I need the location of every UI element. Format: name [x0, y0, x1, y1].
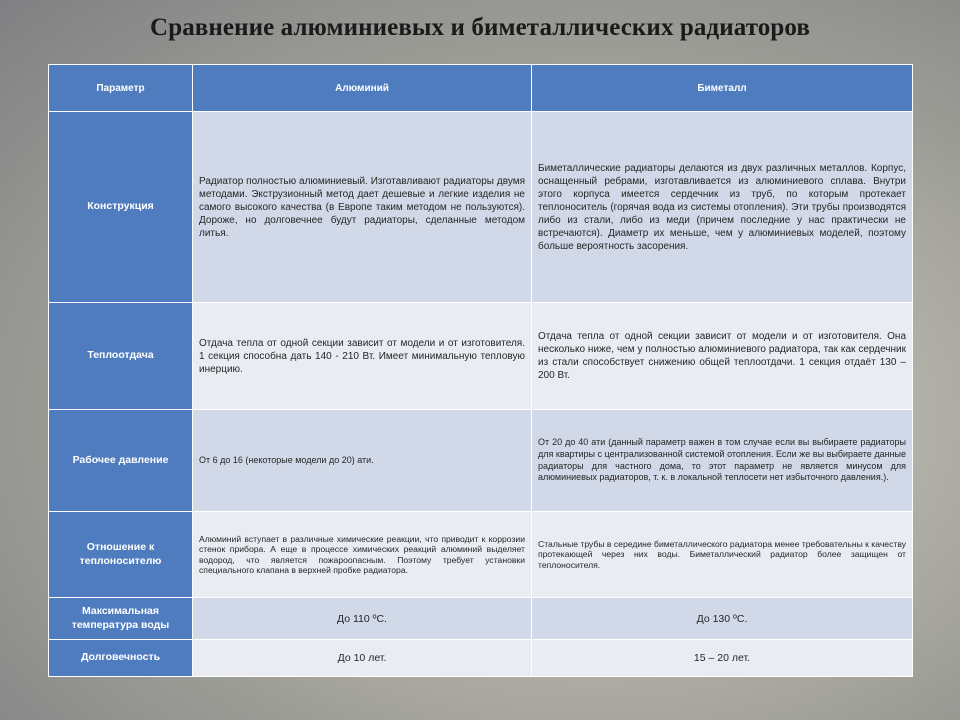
table-row-max-temperature	[49, 598, 913, 640]
table-header-row	[49, 65, 913, 112]
cell-working-pressure-aluminum	[193, 410, 532, 512]
cell-durability-aluminum: До 10 лет.	[193, 640, 532, 677]
cell-construction-aluminum	[193, 112, 532, 303]
header-bimetal: Биметалл	[532, 65, 913, 112]
table-row-working-pressure	[49, 410, 913, 512]
cell-text: Стальные трубы в середине биметаллического радиатора менее требовательны к качеству протекающей через них воды. Биметаллический радиатор более защищен от теплоносителя.	[538, 539, 906, 570]
cell-text: Радиатор полностью алюминиевый. Изготавливают радиаторы двумя методами. Экструзионный метод дает дешевые и легкие изделия не самого высокого качества (в Европе таким методом не пользуются). Дороже, но долговечнее будут радиаторы, сделанные методом литья.	[199, 175, 525, 239]
cell-text: От 6 до 16 (некоторые модели до 20) ати.	[199, 454, 374, 465]
cell-construction-bimetal	[532, 112, 913, 303]
cell-heat-output-aluminum	[193, 303, 532, 410]
cell-text: Отдача тепла от одной секции зависит от модели и от изготовителя. Она несколько ниже, чем у полностью алюминиевого радиатора, так как сердечник из стали способствует снижению общей теплоотдачи. 1 секция отдаёт 130 – 200 Вт.	[538, 331, 906, 381]
cell-text: От 20 до 40 ати (данный параметр важен в том случае если вы выбираете радиаторы для квартиры с централизованной системой отопления. Если же вы выбираете данные радиаторы для частного дома, то этот параметр не является минусом для алюминиевых радиаторов, т. к. в локальной теплосети нет избыточного давления.).	[538, 437, 906, 483]
header-aluminum: Алюминий	[193, 65, 532, 112]
param-max-temperature: Максимальная температура воды	[49, 598, 193, 640]
cell-heat-output-bimetal	[532, 303, 913, 410]
cell-text: Биметаллические радиаторы делаются из двух различных металлов. Корпус, оснащенный ребрами, изготавливается из алюминиевого сплава. Внутри этого корпуса имеется сердечник из труб, по которым протекает теплоноситель (горячая вода из системы отопления). Эти трубы производятся либо из стали, либо из меди (причем последние у нас практически не встречаются). Диаметр их меньше, чем у алюминиевых моделей, поэтому больше вероятность засорения.	[538, 162, 906, 252]
table-row-coolant-relation	[49, 512, 913, 598]
cell-max-temperature-aluminum: До 110 ºС.	[193, 598, 532, 640]
cell-coolant-relation-bimetal	[532, 512, 913, 598]
table-row-durability	[49, 640, 913, 677]
cell-text: Алюминий вступает в различные химические реакции, что приводит к коррозии стенок прибора. А еще в процессе химических реакций алюминий выделяет водород, что является пожароопасным. Поэтому требует установки специального клапана в верхней пробке радиатора.	[199, 533, 525, 575]
header-parameter: Параметр	[49, 65, 193, 112]
cell-working-pressure-bimetal	[532, 410, 913, 512]
param-working-pressure: Рабочее давление	[49, 410, 193, 512]
param-coolant-relation: Отношение к теплоносителю	[49, 512, 193, 598]
table-row-heat-output	[49, 303, 913, 410]
cell-coolant-relation-aluminum	[193, 512, 532, 598]
table-row-construction	[49, 112, 913, 303]
cell-durability-bimetal: 15 – 20 лет.	[532, 640, 913, 677]
comparison-table	[48, 64, 913, 677]
slide-title: Сравнение алюминиевых и биметаллических радиаторов	[150, 14, 810, 41]
param-heat-output: Теплоотдача	[49, 303, 193, 410]
cell-text: Отдача тепла от одной секции зависит от модели и от изготовителя. 1 секция способна дать 140 - 210 Вт. Имеет минимальную тепловую инерцию.	[199, 337, 525, 375]
param-durability: Долговечность	[49, 640, 193, 677]
param-construction: Конструкция	[49, 112, 193, 303]
cell-max-temperature-bimetal: До 130 ºС.	[532, 598, 913, 640]
